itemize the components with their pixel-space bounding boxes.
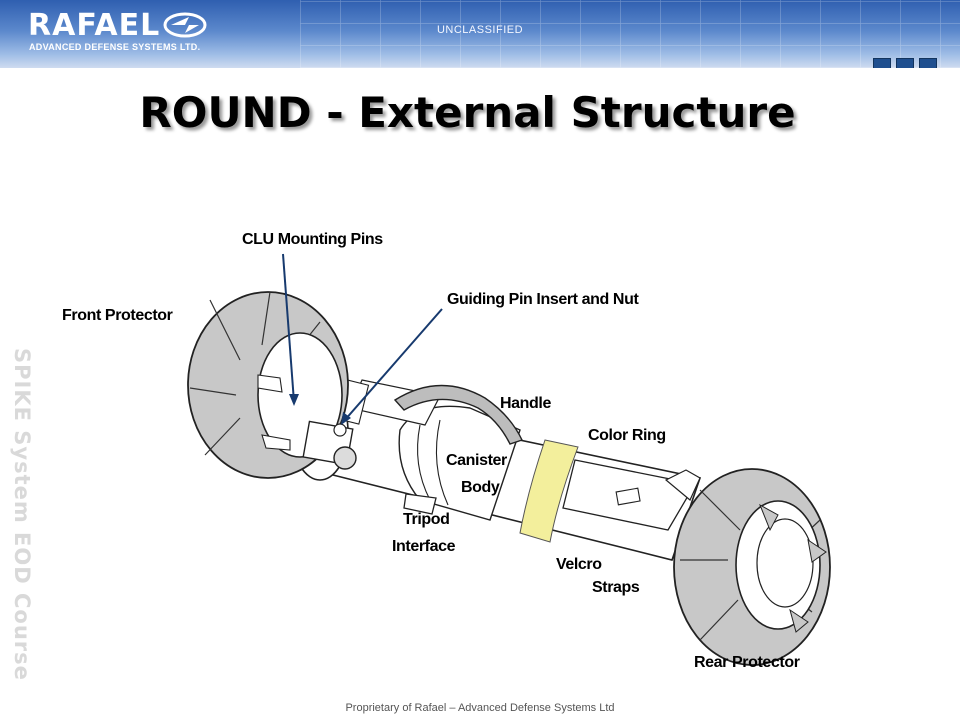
- rafael-logo-text: RAFAEL: [28, 8, 161, 43]
- label-velcro-straps: Straps: [592, 579, 640, 596]
- label-tripod-interface: Interface: [392, 538, 456, 555]
- slide-title: ROUND - External Structure: [139, 88, 796, 137]
- label-rear-protector: Rear Protector: [694, 654, 800, 671]
- label-guiding-pin: Guiding Pin Insert and Nut: [447, 291, 639, 308]
- rear-protector: [666, 469, 830, 665]
- rafael-logo-subtitle: ADVANCED DEFENSE SYSTEMS LTD.: [29, 42, 201, 52]
- label-velcro: Velcro: [556, 556, 602, 573]
- slide-footer: Proprietary of Rafael – Advanced Defense Systems Ltd: [345, 702, 615, 714]
- label-tripod: Tripod: [403, 511, 450, 528]
- label-canister-body: Body: [461, 479, 500, 496]
- classification-banner: UNCLASSIFIED: [436, 24, 524, 36]
- course-side-label: SPIKE System EOD Course: [10, 348, 34, 681]
- label-front-protector: Front Protector: [62, 307, 173, 324]
- label-clu-mounting-pins: CLU Mounting Pins: [242, 231, 383, 248]
- label-canister: Canister: [446, 452, 507, 469]
- label-handle: Handle: [500, 395, 551, 412]
- label-color-ring: Color Ring: [588, 427, 666, 444]
